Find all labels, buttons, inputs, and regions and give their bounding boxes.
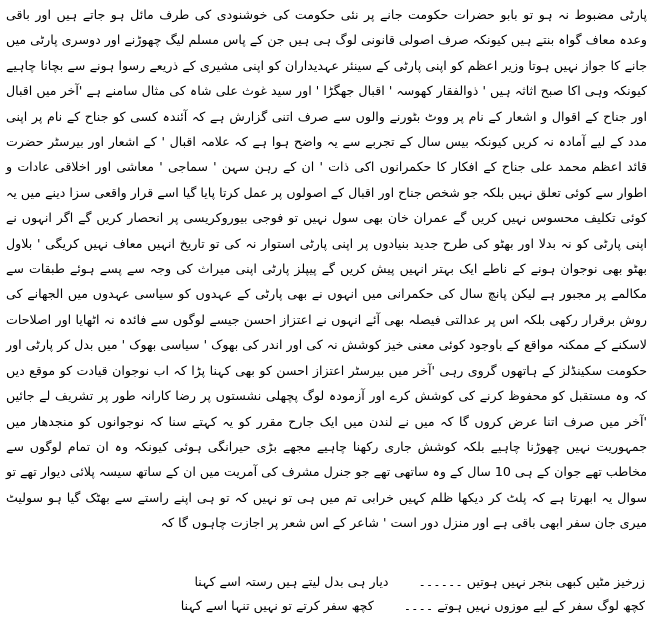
couplet-line-2-first-half: کچھ لوگ سفر کے لیے موزوں نہیں ہوتے ۔۔۔۔ <box>403 598 645 613</box>
couplet-line-2 <box>85 594 645 618</box>
closing-couplet <box>85 570 645 618</box>
couplet-line-1-second-half: دیار ہی بدل لیتے ہیں رستہ اسے کہنا <box>194 574 389 589</box>
couplet-line-1-first-half: زرخیز مٹیں کبھی بنجر نہیں ہوتیں ۔۔۔۔۔۔ <box>418 574 645 589</box>
couplet-line-1 <box>85 570 645 594</box>
couplet-line-2-second-half: کچھ سفر کرتے تو نہیں تنہا اسے کہنا <box>180 598 374 613</box>
article-body: پارٹی مضبوط نہ ہو تو بابو حضرات حکومت جانے پر نئی حکومت کی خوشنودی کی طرف مائل ہو جاتے ہیں اور باقی وعدہ معاف گواہ بنتے ہیں کیونکہ صرف اصولی قانونی لوگ ہی ہیں جن کے پاس مسلم لیگ چھوڑنے اور دوسری پارٹی میں جانے کا جواز نہیں ہوتا وزیر اعظم کو اپنی پارٹی کے سینئر عہدیداران کو اپنی مشیری کے ذریعے رسوا ہونے سے بچانا چاہیے کیونکہ وہی اکا صبح اثاثہ ہیں ' ذوالفقار کھوسہ ' اقبال جھگڑا ' اور سید غوث علی شاہ کی مثال سامنے ہے 'آخر میں اقبال اور جناح کے اقوال و اشعار کے نام پر ووٹ بٹورنے والوں سے صرف اتنی گزارش ہے کہ آئندہ کسی کو جناح کے نام پر اپنی مدد کے لیے آمادہ نہ کریں کیونکہ بیس سال کے تجربے سے یہ واضح ہوا ہے کہ علامہ اقبال ' کے اشعار اور بیرسٹر حضرت قائد اعظم محمد علی جناح کے افکار کا حکمرانوں اکی ذات ' ان کے رہن سہن ' سماجی ' معاشی اور اخلاقی عادات و اطوار سے کوئی تعلق نہیں بلکہ جو شخص جناح اور اقبال کے اصولوں پر عمل کرتا پایا گیا اسے قرار واقعی سزا دینے میں یہ کوئی تکلیف محسوس نہیں کریں گے عمران خان بھی سول نہیں تو فوجی بیوروکریسی پر انحصار کریں گے اگر انہوں نے اپنی پارٹی کو نہ بدلا اور بھٹو کی طرح جدید بنیادوں پر اپنی پارٹی استوار نہ کی تو تاریخ انہیں معاف نہیں کریگی ' بلاول بھٹو بھی نوجوان ہونے کے ناطے ایک بہتر انہیں پیش کریں گے پیپلز پارٹی اپنی میراث کی وجہ سے پسے ہوئے طبقات سے مکالمے پر مجبور ہے لیکن پانچ سال کی حکمرانی میں انہوں نے بھی پارٹی کے عہدوں کو سیاسی عہدوں میں الجھانے کی روش برقرار رکھی بلکہ اس پر عدالتی فیصلہ بھی آئے انہوں نے اعتزاز احسن جیسے لوگوں سے فائدہ نہ اٹھایا اور اصلاحات لاسکنے کے ممکنہ مواقع کے باوجود کوئی معنی خیز کوشش نہ کی اور اندر کی بھوک ' سیاسی بھوک ' میں بدل کر پارٹی اور حکومت سکینڈلز کے ہاتھوں گروی رہی 'آخر میں بیرسٹر اعتزاز احسن کو بھی کہنا پڑا کہ اب نوجوان قیادت کو موقع دیں کہ وہ مستقبل کو محفوظ کرنے کی کوشش کرے اور آزمودہ لوگ پچھلی نشستوں پر رضا کارانہ طور پر تشریف لے جائیں 'آخر میں صرف اتنا عرض کروں گا کہ میں نے لندن میں ایک جارح مقرر کو یہ کہتے سنا کہ نوجوانوں کو منجدھار میں جمہوریت نہیں چھوڑنا چاہیے بلکہ کوشش جاری رکھنا چاہیے مجھے بڑی حیرانگی ہوئی کیونکہ وہ ان تمام لوگوں سے مخاطب تھے جوان کے ہی 10 سال کے وہ ساتھی تھے جو جنرل مشرف کی آمریت میں ان کے ساتھ سیسہ پلائی دیوار تھے تو سوال یہ ابھرتا ہے کہ پلٹ کر دیکھا ظلم کہیں خرابی تم میں ہی تو نہیں کہ تو ہی اپنے راستے سے بھٹک گیا ہو سولیٹ میری جان سفر ابھی باقی ہے اور منزل دور است ' شاعر کے اس شعر پر اجازت چاہوں گا کہ <box>6 7 647 531</box>
